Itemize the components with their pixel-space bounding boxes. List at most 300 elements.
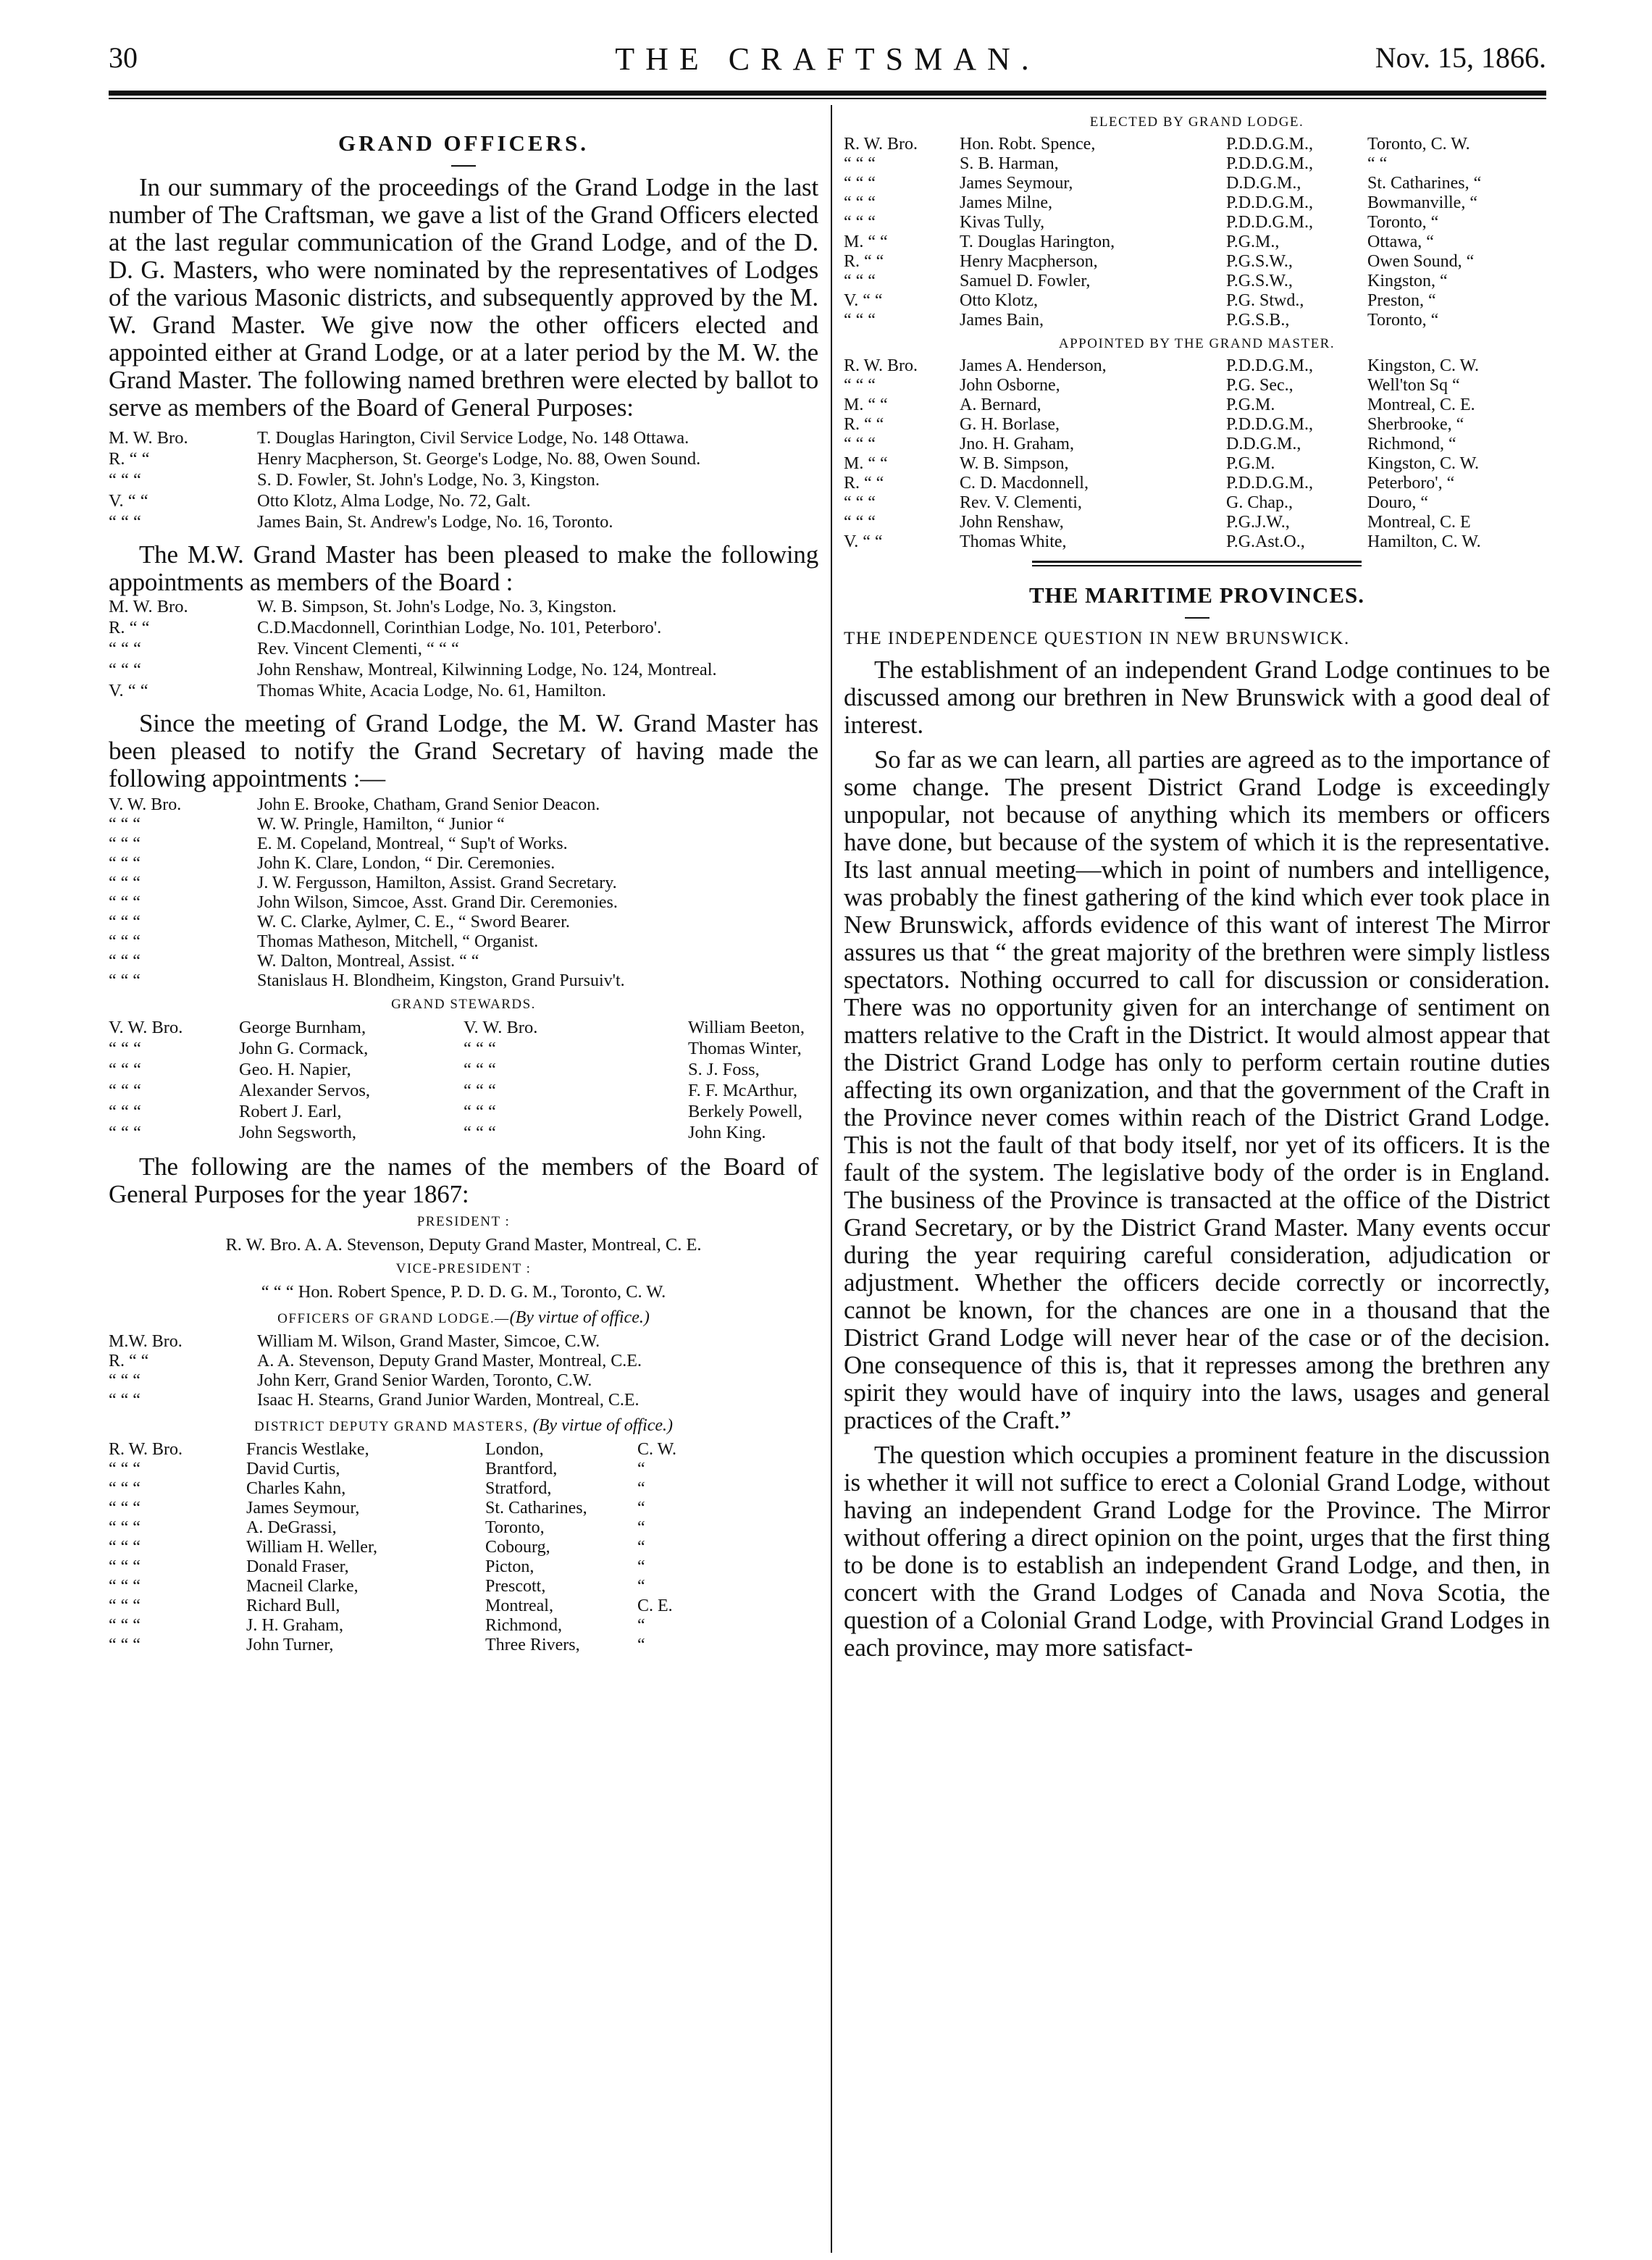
entry-rank: P.D.D.G.M.,: [1226, 154, 1314, 173]
entry-text: E. M. Copeland, Montreal, “ Sup't of Works.: [257, 834, 568, 853]
entry-name: James Bain,: [960, 311, 1044, 330]
list-item: [109, 1518, 818, 1538]
list-item: [844, 454, 1550, 474]
entry-place: St. Catharines, “: [1367, 174, 1482, 193]
list-item: [109, 1101, 818, 1122]
entry-name: James A. Henderson,: [960, 356, 1107, 375]
entry-prefix: “ “ “: [109, 660, 141, 679]
entry-name: William H. Weller,: [246, 1538, 377, 1557]
list-item: [109, 795, 818, 815]
entry-name: Rev. V. Clementi,: [960, 493, 1082, 512]
entry-prefix: R. W. Bro.: [844, 356, 918, 375]
entry-place: Montreal,: [485, 1596, 553, 1615]
list-item: [109, 1122, 818, 1143]
entry-name: Hon. Robt. Spence,: [960, 135, 1096, 154]
list-item: [844, 272, 1550, 291]
entry-prefix: “ “ “: [844, 435, 876, 453]
entry-place: Toronto, “: [1367, 213, 1439, 232]
steward-name: Robert J. Earl,: [239, 1102, 342, 1121]
entry-prefix: “ “ “: [109, 1518, 141, 1537]
entry-province: “: [637, 1636, 645, 1654]
entry-province: “: [637, 1557, 645, 1576]
entry-rank: P.G.S.W.,: [1226, 252, 1293, 271]
steward-prefix: “ “ “: [464, 1123, 496, 1142]
entry-province: “: [637, 1460, 645, 1478]
entry-text: John Renshaw, Montreal, Kilwinning Lodge, No. 124, Montreal.: [257, 660, 717, 679]
list-item: [109, 1460, 818, 1479]
officers-label-italic: (By virtue of office.): [509, 1308, 650, 1327]
entry-name: John Turner,: [246, 1636, 334, 1654]
entry-text: James Bain, St. Andrew's Lodge, No. 16, Toronto.: [257, 512, 613, 532]
steward-prefix: “ “ “: [464, 1039, 496, 1058]
entry-name: T. Douglas Harington,: [960, 233, 1115, 251]
ddgm-label-text: DISTRICT DEPUTY GRAND MASTERS,: [253, 1419, 533, 1434]
list-item: [109, 874, 818, 893]
ddgm-list: [109, 1440, 818, 1655]
list-item: [109, 952, 818, 971]
list-item: [109, 1499, 818, 1518]
list-item: [109, 1616, 818, 1636]
list-item: [109, 1577, 818, 1596]
steward-prefix: “ “ “: [109, 1123, 141, 1142]
entry-prefix: M.W. Bro.: [109, 1332, 183, 1351]
entry-rank: P.G. Stwd.,: [1226, 291, 1304, 310]
entry-name: James Seymour,: [246, 1499, 360, 1518]
steward-name: Thomas Winter,: [688, 1039, 802, 1058]
section-rule-thick: [1032, 561, 1362, 563]
entry-prefix: M. “ “: [844, 454, 888, 473]
entry-place: Preston, “: [1367, 291, 1436, 310]
entry-place: Bowmanville, “: [1367, 193, 1477, 212]
ddgm-label: [109, 1416, 818, 1436]
entry-place: London,: [485, 1440, 544, 1459]
following-paragraph: The following are the names of the members of the Board of General Purposes for the year 1867:: [109, 1152, 818, 1208]
entry-place: Kingston, C. W.: [1367, 356, 1480, 375]
entry-prefix: R. W. Bro.: [844, 135, 918, 154]
entry-prefix: “ “ “: [844, 154, 876, 173]
list-item: [109, 596, 818, 617]
entry-rank: G. Chap.,: [1226, 493, 1293, 512]
intro-paragraph: In our summary of the proceedings of the Grand Lodge in the last number of The Craftsman, we gave a list of the Grand Officers elected at the last regular communication of the Grand Lodge, and of the D. D. G. Masters, who were nominated by the representatives of Lodges of the various Masonic districts, and subsequently approved by the M. W. Grand Master. We give now the other officers elected and appointed either at Grand Lodge, or at a later period by the M. W. the Grand Master. The following named brethren were elected by ballot to serve as members of the Board of General Purposes:: [109, 173, 818, 422]
entry-place: Montreal, C. E.: [1367, 396, 1475, 414]
grand-officers-heading: GRAND OFFICERS.: [338, 130, 589, 156]
entry-prefix: M. “ “: [844, 396, 888, 414]
maritime-paragraph-3: The question which occupies a prominent feature in the discussion is whether it will not suffice to erect a Colonial Grand Lodge, without having an independent Grand Lodge for the Province. The Mirror without offering a direct opinion on the point, urges that the first thing to be done is to establish an independent Grand Lodge, and then, in concert with the Grand Lodges of Canada and Nova Scotia, the question of a Colonial Grand Lodge, with Provincial Grand Lodges in each province, may more satisfact-: [844, 1441, 1550, 1662]
entry-prefix: “ “ “: [109, 952, 141, 971]
officers-label: [109, 1308, 818, 1328]
list-item: [109, 638, 818, 659]
list-item: [109, 1440, 818, 1460]
page-header: [109, 41, 1546, 77]
list-item: [844, 532, 1550, 552]
entry-prefix: “ “ “: [109, 815, 141, 834]
entry-name: John Osborne,: [960, 376, 1060, 395]
list-item: [109, 448, 818, 469]
entry-name: James Seymour,: [960, 174, 1073, 193]
entry-prefix: R. “ “: [109, 1352, 149, 1370]
entry-text: W. B. Simpson, St. John's Lodge, No. 3, Kingston.: [257, 597, 617, 616]
entry-prefix: R. “ “: [109, 618, 150, 637]
entry-prefix: V. “ “: [109, 491, 148, 511]
entry-place: Well'ton Sq “: [1367, 376, 1460, 395]
entry-name: James Milne,: [960, 193, 1052, 212]
entry-prefix: “ “ “: [109, 1538, 141, 1557]
entry-province: C. W.: [637, 1440, 677, 1459]
entry-rank: P.G.M.: [1226, 396, 1275, 414]
list-item: [109, 511, 818, 532]
list-item: [109, 617, 818, 638]
publication-title: THE CRAFTSMAN.: [615, 41, 1040, 77]
entry-prefix: R. “ “: [844, 252, 884, 271]
entry-prefix: “ “ “: [109, 971, 141, 990]
entry-prefix: M. W. Bro.: [109, 428, 188, 448]
entry-text: John K. Clare, London, “ Dir. Ceremonies.: [257, 854, 555, 873]
entry-prefix: “ “ “: [844, 193, 876, 212]
list-item: [109, 1636, 818, 1655]
right-column: [844, 109, 1550, 1662]
entry-prefix: “ “ “: [109, 1371, 141, 1390]
grand-stewards-list: [109, 1017, 818, 1143]
list-item: [844, 252, 1550, 272]
entry-place: Douro, “: [1367, 493, 1428, 512]
entry-prefix: “ “ “: [844, 272, 876, 290]
issue-date: Nov. 15, 1866.: [1375, 41, 1546, 74]
entry-place: Toronto,: [485, 1518, 545, 1537]
entry-rank: P.D.D.G.M.,: [1226, 415, 1314, 434]
entry-place: Richmond,: [485, 1616, 562, 1635]
entry-prefix: “ “ “: [109, 1596, 141, 1615]
president-entry: R. W. Bro. A. A. Stevenson, Deputy Grand Master, Montreal, C. E.: [225, 1235, 702, 1255]
entry-prefix: “ “ “: [109, 854, 141, 873]
list-item: [109, 913, 818, 932]
list-item: [844, 396, 1550, 415]
header-rule-thin: [109, 98, 1546, 99]
steward-prefix: V. W. Bro.: [464, 1018, 538, 1037]
entry-prefix: “ “ “: [109, 932, 141, 951]
list-item: [844, 213, 1550, 233]
entry-rank: P.D.D.G.M.,: [1226, 356, 1314, 375]
list-item: [109, 932, 818, 952]
entry-name: John Renshaw,: [960, 513, 1064, 532]
entry-name: Kivas Tully,: [960, 213, 1045, 232]
vice-president-label: VICE-PRESIDENT :: [395, 1261, 532, 1276]
header-rule-thick: [109, 91, 1546, 96]
entry-place: Stratford,: [485, 1479, 552, 1498]
entry-prefix: “ “ “: [109, 1577, 141, 1596]
entry-prefix: V. “ “: [844, 532, 883, 551]
entry-prefix: R. W. Bro.: [109, 1440, 183, 1459]
entry-name: C. D. Macdonnell,: [960, 474, 1089, 493]
entry-prefix: “ “ “: [109, 893, 141, 912]
entry-text: Rev. Vincent Clementi, “ “ “: [257, 639, 459, 658]
list-item: [844, 356, 1550, 376]
steward-prefix: “ “ “: [109, 1060, 141, 1079]
list-item: [844, 154, 1550, 174]
president-label: PRESIDENT :: [416, 1214, 511, 1229]
list-item: [844, 291, 1550, 311]
entry-prefix: “ “ “: [844, 493, 876, 512]
list-item: [109, 1059, 818, 1080]
entry-name: G. H. Borlase,: [960, 415, 1060, 434]
entry-rank: P.D.D.G.M.,: [1226, 213, 1314, 232]
officers-label-text: OFFICERS OF GRAND LODGE.—: [277, 1311, 510, 1326]
entry-place: Kingston, “: [1367, 272, 1448, 290]
entry-name: S. B. Harman,: [960, 154, 1059, 173]
entry-place: Prescott,: [485, 1577, 546, 1596]
entry-province: C. E.: [637, 1596, 673, 1615]
entry-prefix: M. W. Bro.: [109, 597, 188, 616]
entry-prefix: “ “ “: [109, 874, 141, 892]
vice-president-entry: “ “ “ Hon. Robert Spence, P. D. D. G. M., Toronto, C. W.: [261, 1282, 666, 1302]
entry-rank: P.G.S.W.,: [1226, 272, 1293, 290]
entry-place: Hamilton, C. W.: [1367, 532, 1481, 551]
entry-prefix: R. “ “: [844, 415, 884, 434]
entry-name: J. H. Graham,: [246, 1616, 343, 1635]
entry-text: Thomas White, Acacia Lodge, No. 61, Hamilton.: [257, 681, 606, 700]
list-item: [109, 427, 818, 448]
independence-subheading: THE INDEPENDENCE QUESTION IN NEW BRUNSWICK.: [844, 629, 1350, 648]
steward-name: John G. Cormack,: [239, 1039, 369, 1058]
ddgm-label-italic: (By virtue of office.): [532, 1416, 674, 1435]
entry-prefix: V. “ “: [844, 291, 883, 310]
steward-prefix: “ “ “: [464, 1060, 496, 1079]
entry-prefix: “ “ “: [109, 1499, 141, 1518]
entry-name: Henry Macpherson,: [960, 252, 1098, 271]
list-item: [844, 493, 1550, 513]
list-item: [844, 435, 1550, 454]
entry-place: Toronto, C. W.: [1367, 135, 1470, 154]
entry-text: Isaac H. Stearns, Grand Junior Warden, Montreal, C.E.: [257, 1391, 640, 1410]
entry-prefix: “ “ “: [109, 639, 141, 658]
entry-place: Sherbrooke, “: [1367, 415, 1464, 434]
list-item: [109, 1371, 818, 1391]
entry-rank: P.D.D.G.M.,: [1226, 474, 1314, 493]
entry-place: Cobourg,: [485, 1538, 550, 1557]
list-item: [109, 1557, 818, 1577]
entry-rank: P.D.D.G.M.,: [1226, 193, 1314, 212]
entry-rank: P.G. Sec.,: [1226, 376, 1293, 395]
entry-prefix: R. “ “: [109, 449, 150, 469]
entry-text: Otto Klotz, Alma Lodge, No. 72, Galt.: [257, 491, 531, 511]
entry-rank: D.D.G.M.,: [1226, 435, 1301, 453]
steward-name: William Beeton,: [688, 1018, 805, 1037]
list-item: [109, 1017, 818, 1038]
steward-prefix: “ “ “: [109, 1102, 141, 1121]
entry-name: David Curtis,: [246, 1460, 340, 1478]
entry-prefix: R. “ “: [844, 474, 884, 493]
appointed-paragraph: The M.W. Grand Master has been pleased to make the following appointments as members of the Board :: [109, 540, 818, 596]
entry-province: “: [637, 1577, 645, 1596]
maritime-paragraph-2: So far as we can learn, all parties are agreed as to the importance of some change. The present District Grand Lodge is exceedingly unpopular, not because of anything which its members or officers have done, but because of the system of which it is the representative. Its last annual meeting—which in point of numbers and intelligence, was probably the finest gathering of the kind which ever took place in New Brunswick, affords evidence of this want of interest The Mirror assures us that “ the great majority of the brethren were simply listless spectators. Nothing occurred to call for discussion or consideration. There was no opportunity given for an interchange of sentiment on matters relative to the Craft in the District. It would almost appear that the District Grand Lodge has only to perform certain routine duties affecting its own organization, and that the government of the Craft in the Province never comes within reach of the District Grand Lodge. This is not the fault of that body itself, nor yet of its officers. It is the fault of the system. The legislative body of the order is in England. The business of the Province is transacted at the office of the District Grand Secretary, or by the District Grand Master. Many events occur during the year requiring careful consideration, adjudication or adjustment. Whether the officers decide correctly or incorrectly, cannot be known, for the chances are one in a thousand that the District Grand Lodge will never hear of the case or of the decision. One consequence of this is, that it represses among the brethren any spirit they would have of inquiry into the laws, usages and general practices of the Craft.”: [844, 745, 1550, 1434]
entry-name: A. DeGrassi,: [246, 1518, 337, 1537]
list-item: [844, 135, 1550, 154]
list-item: [109, 1352, 818, 1371]
list-item: [109, 1479, 818, 1499]
entry-prefix: V. “ “: [109, 681, 148, 700]
maritime-heading: THE MARITIME PROVINCES.: [1028, 582, 1365, 608]
entry-text: Stanislaus H. Blondheim, Kingston, Grand Pursuiv't.: [257, 971, 625, 990]
entry-place: Owen Sound, “: [1367, 252, 1475, 271]
board-appointed-list: [109, 596, 818, 701]
entry-place: Richmond, “: [1367, 435, 1456, 453]
entry-rank: P.G.Ast.O.,: [1226, 532, 1305, 551]
maritime-paragraph-1: The establishment of an independent Grand Lodge continues to be discussed among our brethren in New Brunswick with a good deal of interest.: [844, 656, 1550, 739]
steward-name: Alexander Servos,: [239, 1081, 370, 1100]
entry-province: “: [637, 1616, 645, 1635]
list-item: [109, 834, 818, 854]
officers-list: [109, 1332, 818, 1410]
entry-place: Ottawa, “: [1367, 233, 1434, 251]
entry-prefix: “ “ “: [109, 1391, 141, 1410]
entry-prefix: “ “ “: [109, 913, 141, 932]
list-item: [109, 815, 818, 834]
board-elected-list: [109, 427, 818, 532]
steward-name: John King.: [688, 1123, 766, 1142]
entry-prefix: “ “ “: [109, 834, 141, 853]
entry-place: “ “: [1367, 154, 1388, 173]
list-item: [109, 1332, 818, 1352]
entry-text: John Wilson, Simcoe, Asst. Grand Dir. Ceremonies.: [257, 893, 618, 912]
entry-prefix: “ “ “: [844, 311, 876, 330]
entry-rank: P.G.M.: [1226, 454, 1275, 473]
entry-province: “: [637, 1518, 645, 1537]
list-item: [109, 1391, 818, 1410]
entry-text: Henry Macpherson, St. George's Lodge, No. 88, Owen Sound.: [257, 449, 701, 469]
steward-name: John Segsworth,: [239, 1123, 356, 1142]
entry-place: Kingston, C. W.: [1367, 454, 1480, 473]
list-item: [109, 1038, 818, 1059]
entry-text: John Kerr, Grand Senior Warden, Toronto, C.W.: [257, 1371, 592, 1390]
appointed-list: [844, 356, 1550, 552]
column-divider: [831, 105, 832, 2253]
entry-prefix: “ “ “: [109, 470, 141, 490]
entry-name: A. Bernard,: [960, 396, 1041, 414]
maritime-dash: [1185, 617, 1209, 619]
elected-list: [844, 135, 1550, 330]
entry-text: T. Douglas Harington, Civil Service Lodge, No. 148 Ottawa.: [257, 428, 689, 448]
entry-place: Montreal, C. E: [1367, 513, 1471, 532]
steward-name: F. F. McArthur,: [688, 1081, 797, 1100]
list-item: [844, 376, 1550, 396]
entry-prefix: “ “ “: [844, 174, 876, 193]
list-item: [844, 193, 1550, 213]
list-item: [109, 854, 818, 874]
list-item: [844, 311, 1550, 330]
entry-province: “: [637, 1538, 645, 1557]
appointed-label: APPOINTED BY THE GRAND MASTER.: [1058, 336, 1336, 351]
entry-place: Three Rivers,: [485, 1636, 580, 1654]
section-rule-thin: [1032, 565, 1362, 566]
steward-prefix: “ “ “: [109, 1039, 141, 1058]
list-item: [109, 1080, 818, 1101]
steward-prefix: “ “ “: [464, 1081, 496, 1100]
list-item: [844, 233, 1550, 252]
grand-stewards-label: GRAND STEWARDS.: [391, 997, 536, 1012]
since-paragraph: Since the meeting of Grand Lodge, the M. W. Grand Master has been pleased to notify the Grand Secretary of having made the following appointments :—: [109, 709, 818, 792]
entry-name: Charles Kahn,: [246, 1479, 346, 1498]
entry-prefix: “ “ “: [844, 513, 876, 532]
entry-name: Richard Bull,: [246, 1596, 340, 1615]
list-item: [844, 174, 1550, 193]
entry-place: Toronto, “: [1367, 311, 1439, 330]
entry-place: Brantford,: [485, 1460, 558, 1478]
entry-prefix: M. “ “: [844, 233, 888, 251]
entry-text: William M. Wilson, Grand Master, Simcoe, C.W.: [257, 1332, 600, 1351]
list-item: [844, 513, 1550, 532]
entry-prefix: “ “ “: [844, 213, 876, 232]
entry-name: Thomas White,: [960, 532, 1067, 551]
steward-prefix: V. W. Bro.: [109, 1018, 183, 1037]
entry-rank: P.G.J.W.,: [1226, 513, 1290, 532]
entry-province: “: [637, 1499, 645, 1518]
entry-place: St. Catharines,: [485, 1499, 587, 1518]
entry-prefix: “ “ “: [109, 1616, 141, 1635]
entry-text: A. A. Stevenson, Deputy Grand Master, Montreal, C.E.: [257, 1352, 642, 1370]
entry-prefix: “ “ “: [109, 1557, 141, 1576]
entry-prefix: “ “ “: [109, 1460, 141, 1478]
entry-text: W. W. Pringle, Hamilton, “ Junior “: [257, 815, 505, 834]
entry-place: Picton,: [485, 1557, 534, 1576]
entry-name: Otto Klotz,: [960, 291, 1038, 310]
entry-rank: P.D.D.G.M.,: [1226, 135, 1314, 154]
entry-text: John E. Brooke, Chatham, Grand Senior Deacon.: [257, 795, 600, 814]
entry-name: Francis Westlake,: [246, 1440, 369, 1459]
entry-text: J. W. Fergusson, Hamilton, Assist. Grand Secretary.: [257, 874, 617, 892]
entry-prefix: “ “ “: [109, 1636, 141, 1654]
list-item: [844, 415, 1550, 435]
steward-name: S. J. Foss,: [688, 1060, 760, 1079]
entry-name: W. B. Simpson,: [960, 454, 1069, 473]
entry-prefix: “ “ “: [109, 1479, 141, 1498]
entry-text: S. D. Fowler, St. John's Lodge, No. 3, Kingston.: [257, 470, 600, 490]
list-item: [109, 680, 818, 701]
list-item: [109, 893, 818, 913]
entry-name: Donald Fraser,: [246, 1557, 349, 1576]
list-item: [109, 659, 818, 680]
entry-rank: D.D.G.M.,: [1226, 174, 1301, 193]
entry-text: C.D.Macdonnell, Corinthian Lodge, No. 101, Peterboro'.: [257, 618, 662, 637]
entry-rank: P.G.M.,: [1226, 233, 1280, 251]
entry-name: Jno. H. Graham,: [960, 435, 1074, 453]
list-item: [109, 1538, 818, 1557]
entry-text: W. Dalton, Montreal, Assist. “ “: [257, 952, 479, 971]
heading-dash: [451, 165, 476, 167]
entry-name: Samuel D. Fowler,: [960, 272, 1091, 290]
list-item: [109, 469, 818, 490]
list-item: [109, 490, 818, 511]
steward-name: Geo. H. Napier,: [239, 1060, 351, 1079]
list-item: [109, 971, 818, 991]
list-item: [844, 474, 1550, 493]
steward-name: Berkely Powell,: [688, 1102, 802, 1121]
left-column: [109, 109, 818, 1655]
entry-prefix: “ “ “: [844, 376, 876, 395]
entry-rank: P.G.S.B.,: [1226, 311, 1290, 330]
entry-text: Thomas Matheson, Mitchell, “ Organist.: [257, 932, 539, 951]
entry-name: Macneil Clarke,: [246, 1577, 359, 1596]
entry-prefix: V. W. Bro.: [109, 795, 182, 814]
entry-prefix: “ “ “: [109, 512, 141, 532]
list-item: [109, 1596, 818, 1616]
steward-name: George Burnham,: [239, 1018, 366, 1037]
appointments-list: [109, 795, 818, 991]
steward-prefix: “ “ “: [464, 1102, 496, 1121]
elected-label: ELECTED BY GRAND LODGE.: [1089, 114, 1304, 130]
entry-province: “: [637, 1479, 645, 1498]
steward-prefix: “ “ “: [109, 1081, 141, 1100]
entry-text: W. C. Clarke, Aylmer, C. E., “ Sword Bearer.: [257, 913, 570, 932]
entry-place: Peterboro', “: [1367, 474, 1455, 493]
